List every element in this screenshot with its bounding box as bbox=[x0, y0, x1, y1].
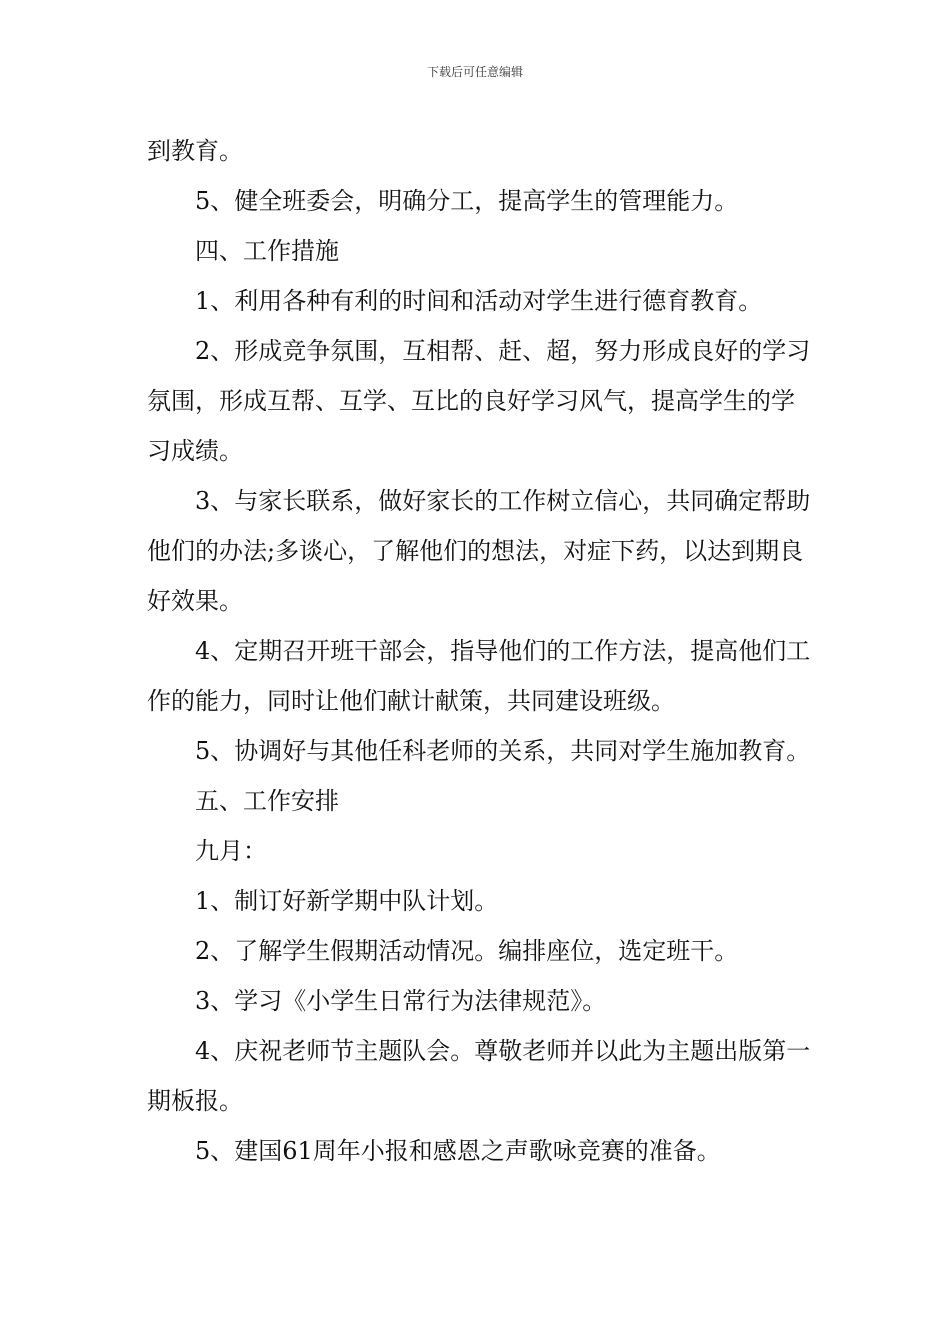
section-heading: 五、工作安排 bbox=[195, 787, 339, 815]
page-header: 下载后可任意编辑 bbox=[426, 65, 523, 79]
paragraph: 5、健全班委会，明确分工，提高学生的管理能力。 bbox=[195, 187, 739, 215]
paragraph: 2、了解学生假期活动情况。编排座位，选定班干。 bbox=[195, 937, 739, 965]
paragraph: 3、学习《小学生日常行为法律规范》。 bbox=[195, 987, 607, 1015]
paragraph: 1、利用各种有利的时间和活动对学生进行德育教育。 bbox=[195, 287, 763, 315]
paragraph: 4、庆祝老师节主题队会。尊敬老师并以此为主题出版第一期板报。 bbox=[147, 1037, 811, 1115]
paragraph: 5、建国61周年小报和感恩之声歌咏竞赛的准备。 bbox=[195, 1137, 721, 1165]
paragraph: 5、协调好与其他任科老师的关系，共同对学生施加教育。 bbox=[195, 737, 811, 765]
paragraph: 3、与家长联系，做好家长的工作树立信心，共同确定帮助他们的办法;多谈心，了解他们的想法，对症下药，以达到期良好效果。 bbox=[147, 487, 811, 615]
paragraph: 2、形成竞争氛围，互相帮、赶、超，努力形成良好的学习氛围，形成互帮、互学、互比的良好学习风气，提高学生的学习成绩。 bbox=[147, 337, 811, 465]
paragraph: 4、定期召开班干部会，指导他们的工作方法，提高他们工作的能力，同时让他们献计献策，共同建设班级。 bbox=[147, 637, 811, 715]
section-heading: 四、工作措施 bbox=[195, 237, 339, 265]
document-body bbox=[147, 126, 811, 1176]
paragraph: 到教育。 bbox=[147, 137, 243, 165]
month-heading: 九月： bbox=[195, 837, 267, 865]
paragraph: 1、制订好新学期中队计划。 bbox=[195, 887, 499, 915]
